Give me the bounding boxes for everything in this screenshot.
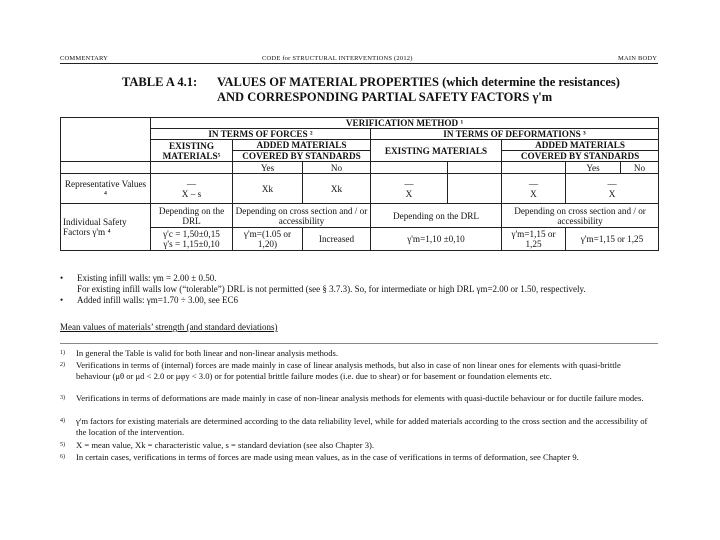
added-def-no-factor: γ'm=1,15 or 1,25 <box>566 228 659 251</box>
depending-drl-deformations: Depending on the DRL <box>371 204 502 228</box>
footnote-text: γ'm factors for existing materials are determined according to the data reliability level, while for added materials according to the cross section and the accessibility of the location of the intervention. <box>76 416 648 437</box>
added-def-yes-factor: γ'm=1,15 or 1,25 <box>502 228 566 251</box>
covered-standards-deformations: COVERED BY STANDARDS <box>502 151 659 162</box>
table-title-line2: AND CORRESPONDING PARTIAL SAFETY FACTORS γ'm <box>217 90 553 104</box>
footnote-text: In certain cases, verifications in terms of forces are made using mean values, as in the case of verifications in terms of deformation, see Chapter 9. <box>76 452 579 462</box>
factor-concrete: γ'c = 1,50±0,15 <box>163 229 220 239</box>
empty-cell <box>448 174 502 204</box>
rep-value: — <box>528 178 539 189</box>
existing-materials-deformations: EXISTING MATERIALS <box>371 140 502 162</box>
rep-added-def-no <box>566 174 659 204</box>
rep-added-def-yes <box>502 174 566 204</box>
existing-materials-forces: EXISTING MATERIALS⁵ <box>151 140 233 162</box>
material-properties-table <box>60 117 659 251</box>
footnote-mark: 5) <box>60 442 65 448</box>
empty-cell <box>448 162 502 174</box>
yes-deformations: Yes <box>566 162 621 174</box>
footnote-mark: 2) <box>60 362 65 368</box>
rep-value: — <box>404 178 414 189</box>
rep-existing-def-a <box>371 174 448 204</box>
yes-forces: Yes <box>233 162 303 174</box>
row-label-safety-factors: Individual Safety Factors γ'm ⁴ <box>61 204 151 251</box>
table-title-line1: VALUES OF MATERIAL PROPERTIES (which determine the resistances) <box>217 75 620 89</box>
rep-value: — <box>186 178 197 189</box>
rep-value: X – s <box>181 188 202 199</box>
depending-cross-deformations: Depending on cross section and / or accessibility <box>502 204 659 228</box>
mean-values-heading: Mean values of materials’ strength (and standard deviations) <box>60 322 278 332</box>
footnote-text: Verifications in terms of (internal) forces are made mainly in case of linear analysis methods, but also in case of non linear ones for elements with quasi-brittle behaviour (μθ or μd < 2.0 or μφy < 3.0) or for potential brittle failure modes (i.e. due to shear) or for basement or foundation elements etc. <box>76 360 621 381</box>
bullet-line: For existing infill walls low (“tolerable”) DRL is not permitted (see § 3.7.3). So, for intermediate or high DRL γm=2.00 or 1.50, respectively. <box>77 284 586 294</box>
rep-existing-forces <box>151 174 233 204</box>
forces-header: IN TERMS OF FORCES ² <box>151 129 371 140</box>
rep-value: X <box>405 188 413 199</box>
footnote-mark: 6) <box>60 454 65 460</box>
factor-steel: γ's = 1,15±0,10 <box>163 239 220 249</box>
added-forces-yes-factor: γ'm=(1.05 or 1,20) <box>233 228 303 251</box>
empty-cell <box>502 162 566 174</box>
added-forces-no-factor: Increased <box>303 228 371 251</box>
empty-cell <box>151 162 233 174</box>
header-right: MAIN BODY <box>618 55 658 62</box>
footnote-text: Verifications in terms of deformations are made mainly in case of non-linear analysis methods for elements with quasi-ductile behaviour or for ductile failure modes. <box>76 393 644 403</box>
rep-value: X <box>530 188 537 199</box>
deformations-header: IN TERMS OF DEFORMATIONS ³ <box>371 129 659 140</box>
footnote-mark: 1) <box>60 350 65 356</box>
row-label-representative: Representative Values ⁴ <box>61 174 151 204</box>
empty-cell <box>371 162 448 174</box>
depending-cross-forces: Depending on cross section and / or accessibility <box>233 204 371 228</box>
existing-def-factor: γ'm=1,10 ±0,10 <box>371 228 502 251</box>
footnote-mark: 4) <box>60 418 65 424</box>
bullet-dot: • <box>60 273 64 283</box>
rep-value: Xk <box>303 174 371 204</box>
bullet-line: Existing infill walls: γm = 2.00 ± 0.50. <box>77 273 217 283</box>
added-materials-deformations: ADDED MATERIALS <box>502 140 659 151</box>
rep-value: Xk <box>233 174 303 204</box>
header-left: COMMENTARY <box>60 55 109 62</box>
bullet-dot: • <box>60 295 64 305</box>
verification-method-header: VERIFICATION METHOD ¹ <box>151 118 659 129</box>
depending-drl-forces: Depending on the DRL <box>151 204 233 228</box>
footnote-separator <box>60 343 658 344</box>
footnote-text: X = mean value, Xk = characteristic value, s = standard deviation (see also Chapter 3). <box>76 440 375 450</box>
header-rule <box>60 63 658 64</box>
rep-value: — <box>607 178 617 189</box>
table-label: TABLE A 4.1: <box>122 75 198 89</box>
covered-standards-forces: COVERED BY STANDARDS <box>233 151 371 162</box>
no-deformations: No <box>621 162 659 174</box>
existing-forces-factors <box>151 228 233 251</box>
added-materials-forces: ADDED MATERIALS <box>233 140 371 151</box>
corner-cell <box>61 118 151 162</box>
footnote-mark: 3) <box>60 395 65 401</box>
rep-value: X <box>608 188 616 199</box>
no-forces: No <box>303 162 371 174</box>
footnote-text: In general the Table is valid for both linear and non-linear analysis methods. <box>76 348 338 358</box>
bullet-line: Added infill walls: γm=1.70 ÷ 3.00, see EC6 <box>77 295 238 305</box>
header-center: CODE for STRUCTURAL INTERVENTIONS (2012) <box>262 55 413 62</box>
empty-cell <box>61 162 151 174</box>
